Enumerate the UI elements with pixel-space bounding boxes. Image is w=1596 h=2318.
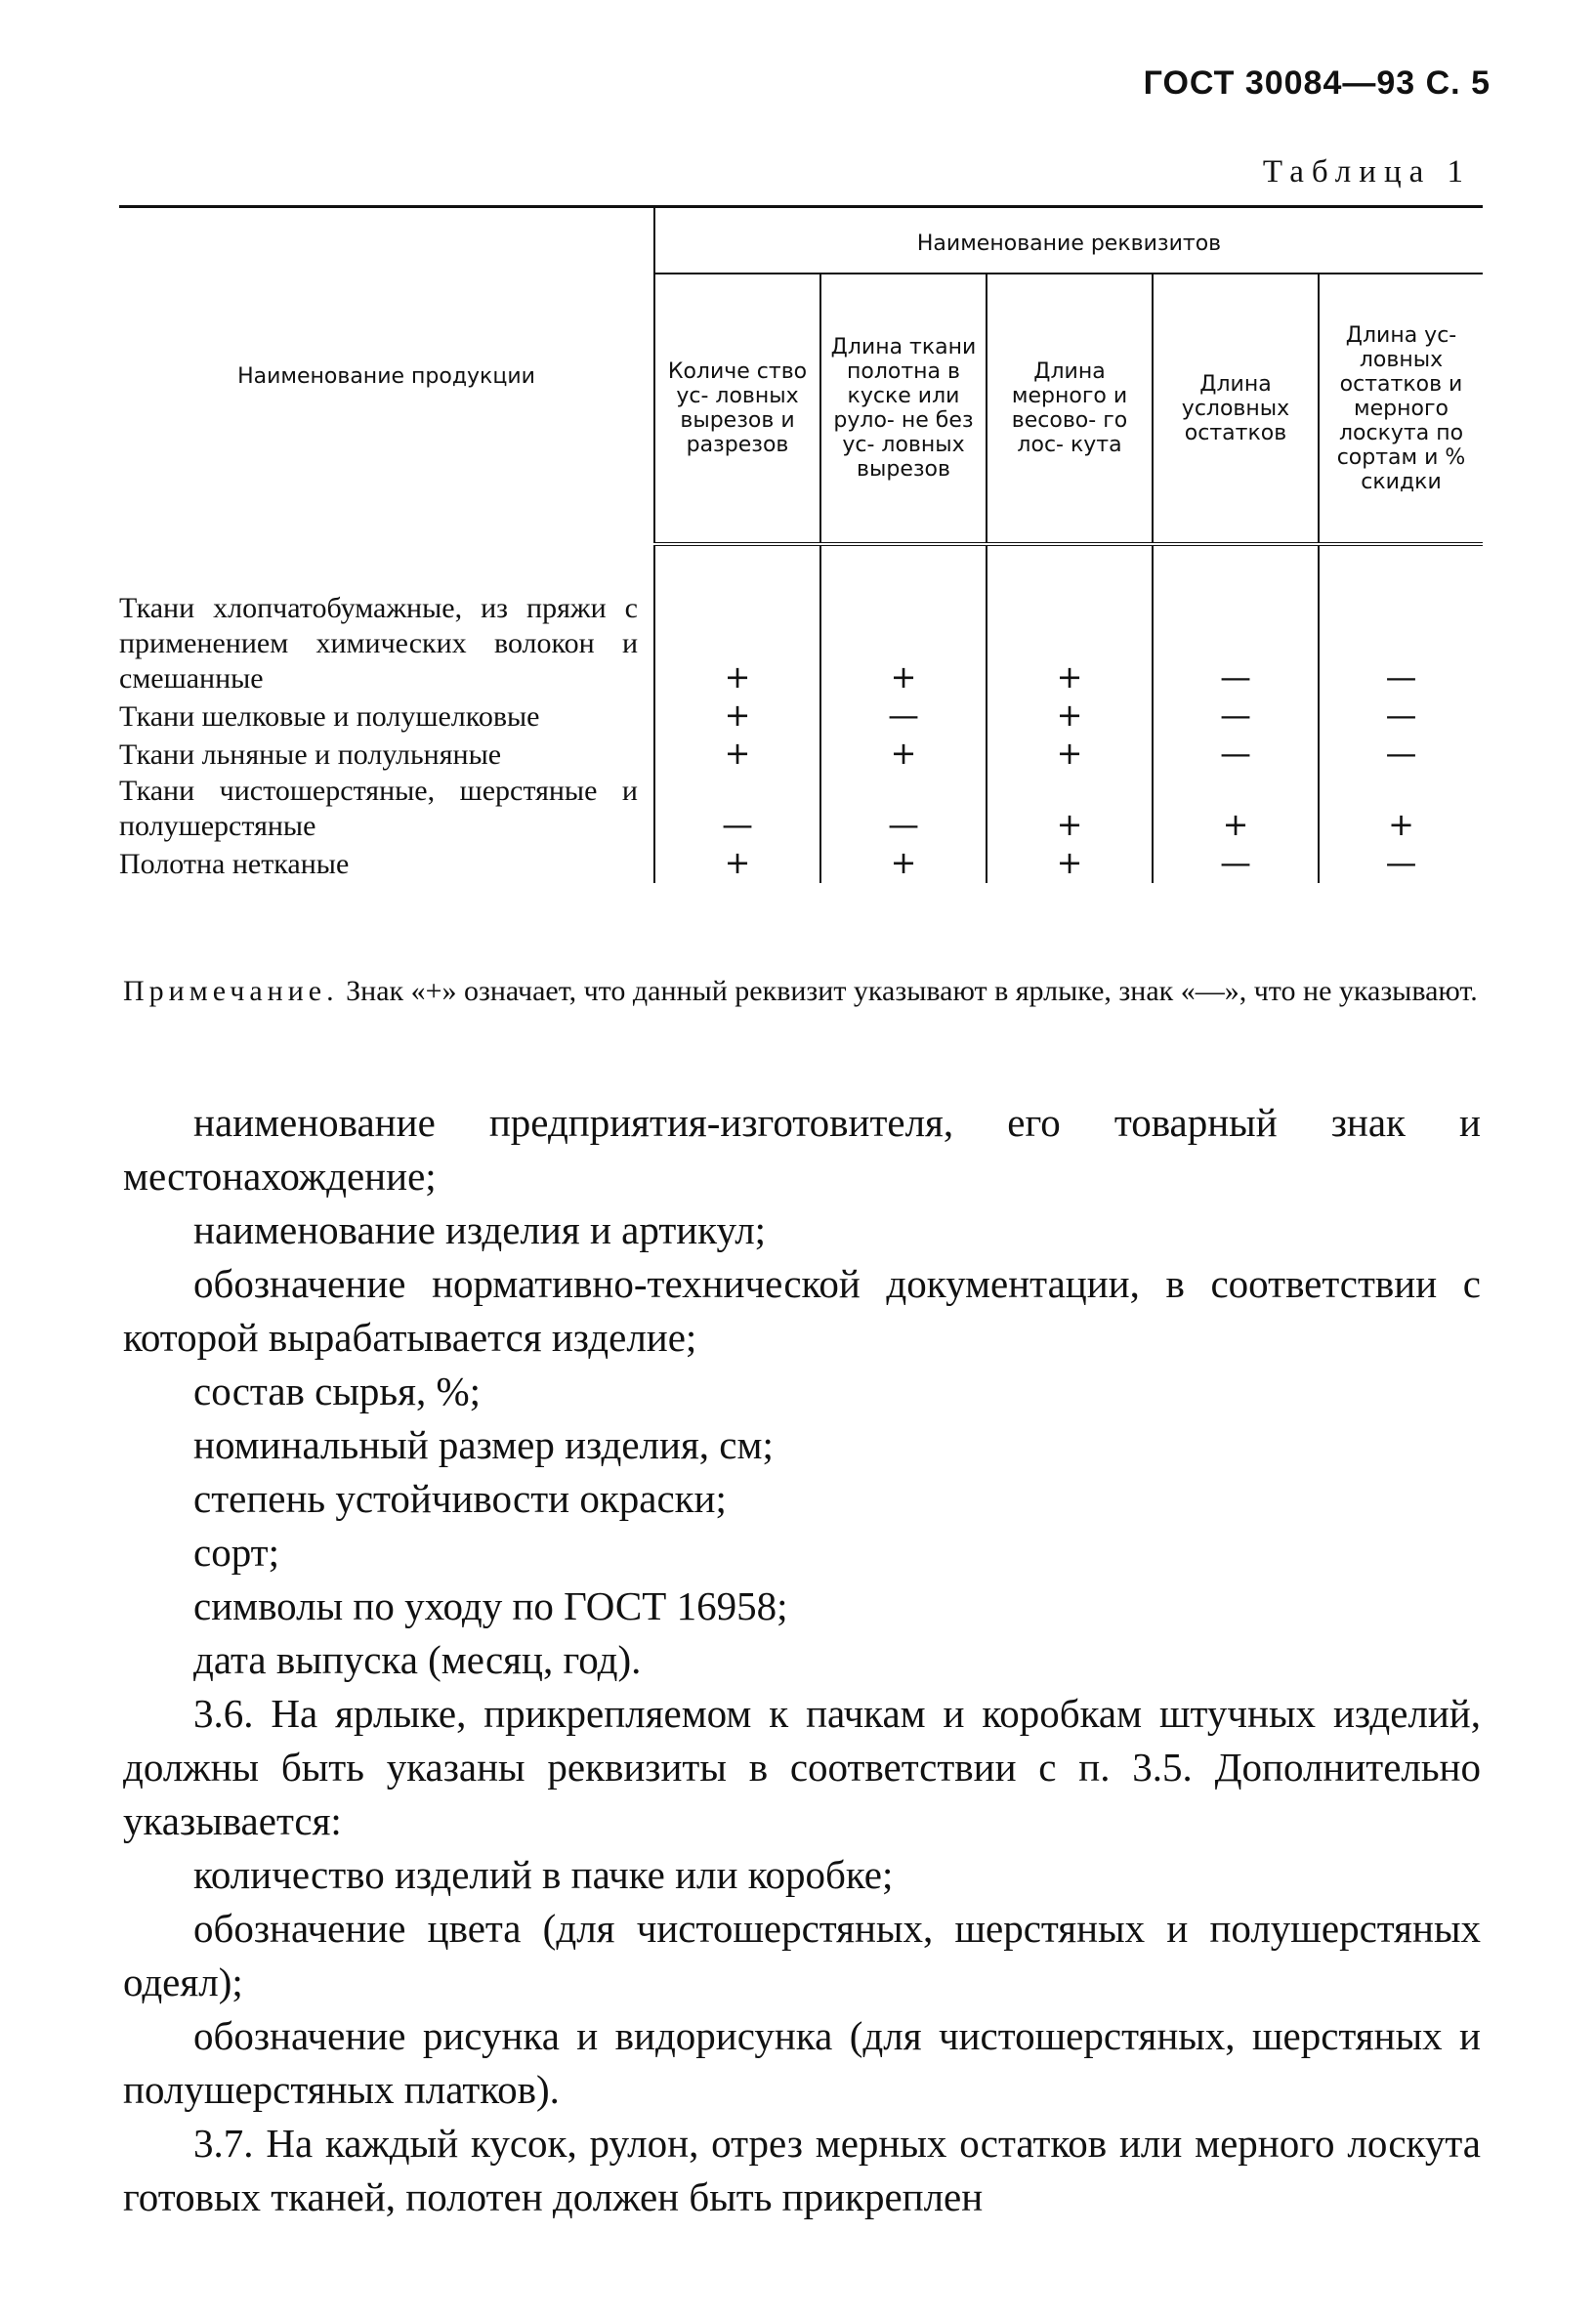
paragraph: обозначение нормативно-технической документации, в соответствии с которой вырабатывается изделие; — [123, 1261, 1481, 1360]
mark-cell: — — [1220, 735, 1251, 772]
mark-cell: — — [1220, 658, 1251, 695]
mark-cell: — — [1385, 696, 1417, 734]
mark-cell: + — [724, 658, 751, 695]
header-requisites-group: Наименование реквизитов — [654, 207, 1483, 274]
mark-cell: + — [724, 735, 751, 772]
paragraph: 3.7. На каждый кусок, рулон, отрез мерных остатков или мерного лоскута готовых тканей, полотен должен быть прикреплен — [123, 2121, 1481, 2219]
paragraph: наименование предприятия-изготовителя, его товарный знак и местонахождение; — [123, 1100, 1481, 1199]
product-name: Ткани чистошерстяные, шерстяные и полушерстяные — [119, 775, 638, 842]
header-column: Количе ство ус- ловных вырезов и разрезов — [654, 274, 820, 544]
paragraph: символы по уходу по ГОСТ 16958; — [193, 1583, 788, 1628]
header-column: Длина ус- ловных остатков и мерного лоскута по сортам и % скидки — [1319, 274, 1483, 544]
body-text — [123, 1096, 1481, 2224]
header-column: Длина мерного и весово- го лос- кута — [987, 274, 1153, 544]
note-label: Примечание. — [123, 975, 339, 1007]
mark-cell: + — [1056, 844, 1083, 881]
mark-cell: + — [890, 844, 917, 881]
paragraph: количество изделий в пачке или коробке; — [193, 1852, 894, 1897]
mark-cell: — — [1220, 844, 1251, 881]
product-name: Ткани шелковые и полушелковые — [119, 700, 540, 733]
header-product-name: Наименование продукции — [119, 207, 654, 545]
mark-cell: — — [1385, 658, 1417, 695]
mark-cell: — — [1385, 735, 1417, 772]
header-column: Длина ткани полотна в куске или руло- не без ус- ловных вырезов — [820, 274, 987, 544]
paragraph: обозначение цвета (для чистошерстяных, шерстяных и полушерстяных одеял); — [123, 1906, 1481, 2004]
table-row — [119, 697, 1483, 736]
table-row — [119, 845, 1483, 883]
running-title: ГОСТ 30084—93 С. 5 — [1143, 64, 1491, 102]
paragraph: 3.6. На ярлыке, прикрепляемом к пачкам и коробкам штучных изделий, должны быть указаны реквизиты в соответствии с п. 3.5. Дополнительно указывается: — [123, 1691, 1481, 1843]
table-row — [119, 774, 1483, 845]
mark-cell: — — [1220, 696, 1251, 734]
mark-cell: + — [1056, 735, 1083, 772]
paragraph: дата выпуска (месяц, год). — [193, 1637, 642, 1682]
product-name: Полотна нетканые — [119, 848, 350, 880]
mark-cell: + — [1056, 806, 1083, 843]
mark-cell: — — [722, 806, 753, 843]
mark-cell: — — [1385, 844, 1417, 881]
mark-cell: + — [1056, 696, 1083, 734]
mark-cell: + — [1222, 806, 1249, 843]
table-row — [119, 544, 1483, 697]
requisites-table — [119, 205, 1483, 883]
paragraph: состав сырья, %; — [193, 1369, 481, 1413]
product-name: Ткани льняные и полульняные — [119, 738, 502, 771]
header-column: Длина условных остатков — [1153, 274, 1319, 544]
mark-cell: — — [888, 806, 919, 843]
paragraph: обозначение рисунка и видорисунка (для чистошерстяных, шерстяных и полушерстяных платков). — [123, 2013, 1481, 2112]
mark-cell: + — [890, 735, 917, 772]
mark-cell: + — [890, 658, 917, 695]
paragraph: степень устойчивости окраски; — [193, 1476, 727, 1521]
mark-cell: + — [1056, 658, 1083, 695]
mark-cell: + — [724, 696, 751, 734]
product-name: Ткани хлопчатобумажные, из пряжи с применением химических волокон и смешанные — [119, 592, 638, 695]
table-note — [123, 973, 1483, 1010]
mark-cell: + — [1388, 806, 1414, 843]
mark-cell: — — [888, 696, 919, 734]
paragraph: номинальный размер изделия, см; — [193, 1422, 774, 1467]
table-row — [119, 736, 1483, 774]
paragraph: сорт; — [193, 1530, 279, 1575]
paragraph: наименование изделия и артикул; — [193, 1207, 767, 1252]
mark-cell: + — [724, 844, 751, 881]
table-caption: Таблица 1 — [1262, 154, 1471, 190]
note-text: Знак «+» означает, что данный реквизит указывают в ярлыке, знак «—», что не указывают. — [346, 975, 1478, 1007]
